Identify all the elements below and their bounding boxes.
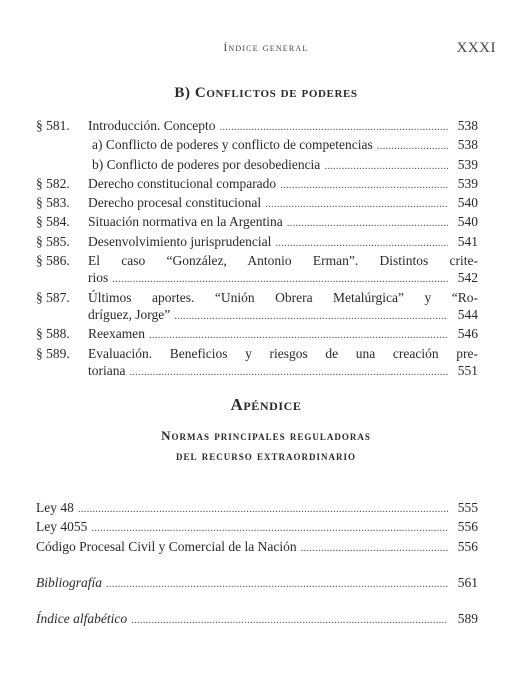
- toc-line: [88, 117, 478, 136]
- entry-page: 546: [457, 326, 478, 342]
- entry-title-cont: toriana: [88, 362, 126, 378]
- dot-leader: [301, 538, 448, 557]
- toc-section-b: [36, 117, 478, 381]
- entry-title: Situación normativa en la Argentina: [88, 214, 283, 230]
- entry-title: b) Conflicto de poderes por desobediencia: [92, 156, 321, 172]
- section-number: § 585.: [36, 233, 70, 249]
- entry-page: 538: [457, 118, 478, 133]
- appendix-heading: Apéndice: [230, 395, 302, 414]
- entry-page: 542: [457, 270, 478, 286]
- dot-leader: [131, 610, 448, 629]
- entry-title: a) Conflicto de poderes y conflicto de competencias: [92, 137, 373, 153]
- entry-title: El caso “González, Antonio Erman”. Distintos crite-: [88, 253, 478, 269]
- toc-entry-586: [36, 252, 478, 289]
- toc-line: [92, 156, 478, 175]
- dot-leader: [275, 233, 448, 252]
- toc-line: [88, 252, 478, 269]
- entry-title: Bibliografía: [36, 574, 103, 590]
- entry-title: Código Procesal Civil y Comercial de la Nación: [36, 538, 297, 554]
- toc-line: [88, 175, 478, 194]
- section-heading: B) Conflictos de poderes: [174, 85, 358, 101]
- toc-entry-582: [36, 175, 478, 194]
- dot-leader: [265, 194, 448, 213]
- entry-page: 538: [457, 137, 478, 153]
- entry-title: Reexamen: [88, 326, 145, 342]
- entry-title: Ley 4055: [36, 519, 88, 535]
- section-number: § 589.: [36, 345, 70, 361]
- toc-entry-584: [36, 213, 478, 232]
- entry-page: 551: [457, 362, 478, 378]
- section-number: § 582.: [36, 175, 70, 191]
- dot-leader: [377, 136, 448, 155]
- entry-title: Desenvolvimiento jurisprudencial: [88, 233, 272, 249]
- appendix-subtitle-2: del recurso extraordinario: [175, 448, 357, 463]
- toc-line: [88, 325, 478, 344]
- toc-line: [88, 213, 478, 232]
- entry-title: Derecho procesal constitucional: [88, 195, 262, 211]
- entry-title: Derecho constitucional comparado: [88, 175, 277, 191]
- toc-entry-587: [36, 289, 478, 326]
- dot-leader: [174, 306, 448, 325]
- toc-line: [88, 289, 478, 306]
- entry-page: 555: [457, 500, 478, 515]
- toc-line-indice-alfabetico: [36, 610, 478, 629]
- entry-page: 556: [457, 519, 478, 535]
- section-number: § 586.: [36, 253, 70, 269]
- toc-entry-583: [36, 194, 478, 213]
- entry-page: 541: [457, 233, 478, 249]
- toc-subentry-a: [36, 136, 478, 155]
- toc-entry-589: [36, 345, 478, 382]
- toc-entry-581: [36, 117, 478, 136]
- section-number: § 583.: [36, 195, 70, 211]
- entry-title: Ley 48: [36, 500, 74, 515]
- toc-line: [88, 233, 478, 252]
- toc-appendix: [36, 499, 478, 629]
- section-number: § 581.: [36, 118, 70, 133]
- toc-subentry-b: [36, 156, 478, 175]
- entry-page: 544: [457, 306, 478, 322]
- entry-title: Índice alfabético: [36, 611, 128, 627]
- dot-leader: [78, 499, 448, 518]
- dot-leader: [91, 518, 448, 537]
- dot-leader: [324, 156, 448, 175]
- toc-entry-588: [36, 325, 478, 344]
- toc-line: [88, 269, 478, 288]
- dot-leader: [287, 213, 448, 232]
- entry-page: 539: [457, 175, 478, 191]
- dot-leader: [219, 117, 448, 136]
- entry-title: Introducción. Concepto: [88, 118, 216, 133]
- dot-leader: [106, 574, 448, 593]
- toc-line-ley-4055: [36, 518, 478, 537]
- dot-leader: [149, 325, 448, 344]
- toc-line-ley-48: [36, 499, 478, 518]
- entry-title-cont: rios: [88, 270, 109, 286]
- section-number: § 588.: [36, 326, 70, 342]
- entry-page: 561: [457, 574, 478, 590]
- toc-line: [88, 306, 478, 325]
- entry-title: Evaluación. Beneficios y riesgos de una creación pre-: [88, 345, 478, 361]
- entry-page: 539: [457, 156, 478, 172]
- running-head-title: Índice general: [223, 42, 309, 54]
- entry-page: 589: [457, 611, 478, 627]
- dot-leader: [280, 175, 448, 194]
- dot-leader: [112, 269, 448, 288]
- toc-entry-585: [36, 233, 478, 252]
- section-number: § 584.: [36, 214, 70, 230]
- toc-line: [92, 136, 478, 155]
- appendix-subtitle: Normas principales reguladoras: [161, 428, 371, 443]
- entry-page: 556: [457, 538, 478, 554]
- page-number: XXXI: [456, 40, 496, 56]
- entry-title-cont: dríguez, Jorge”: [88, 306, 171, 322]
- toc-line: [88, 345, 478, 362]
- dot-leader: [129, 362, 448, 381]
- entry-page: 540: [457, 214, 478, 230]
- entry-page: 540: [457, 195, 478, 211]
- toc-line-bibliografia: [36, 574, 478, 593]
- toc-line: [88, 362, 478, 381]
- entry-title: Últimos aportes. “Unión Obrera Metalúrgica” y “Ro-: [88, 289, 478, 305]
- toc-line-codigo-procesal: [36, 538, 478, 557]
- toc-line: [88, 194, 478, 213]
- section-number: § 587.: [36, 289, 70, 305]
- running-head: [36, 40, 496, 60]
